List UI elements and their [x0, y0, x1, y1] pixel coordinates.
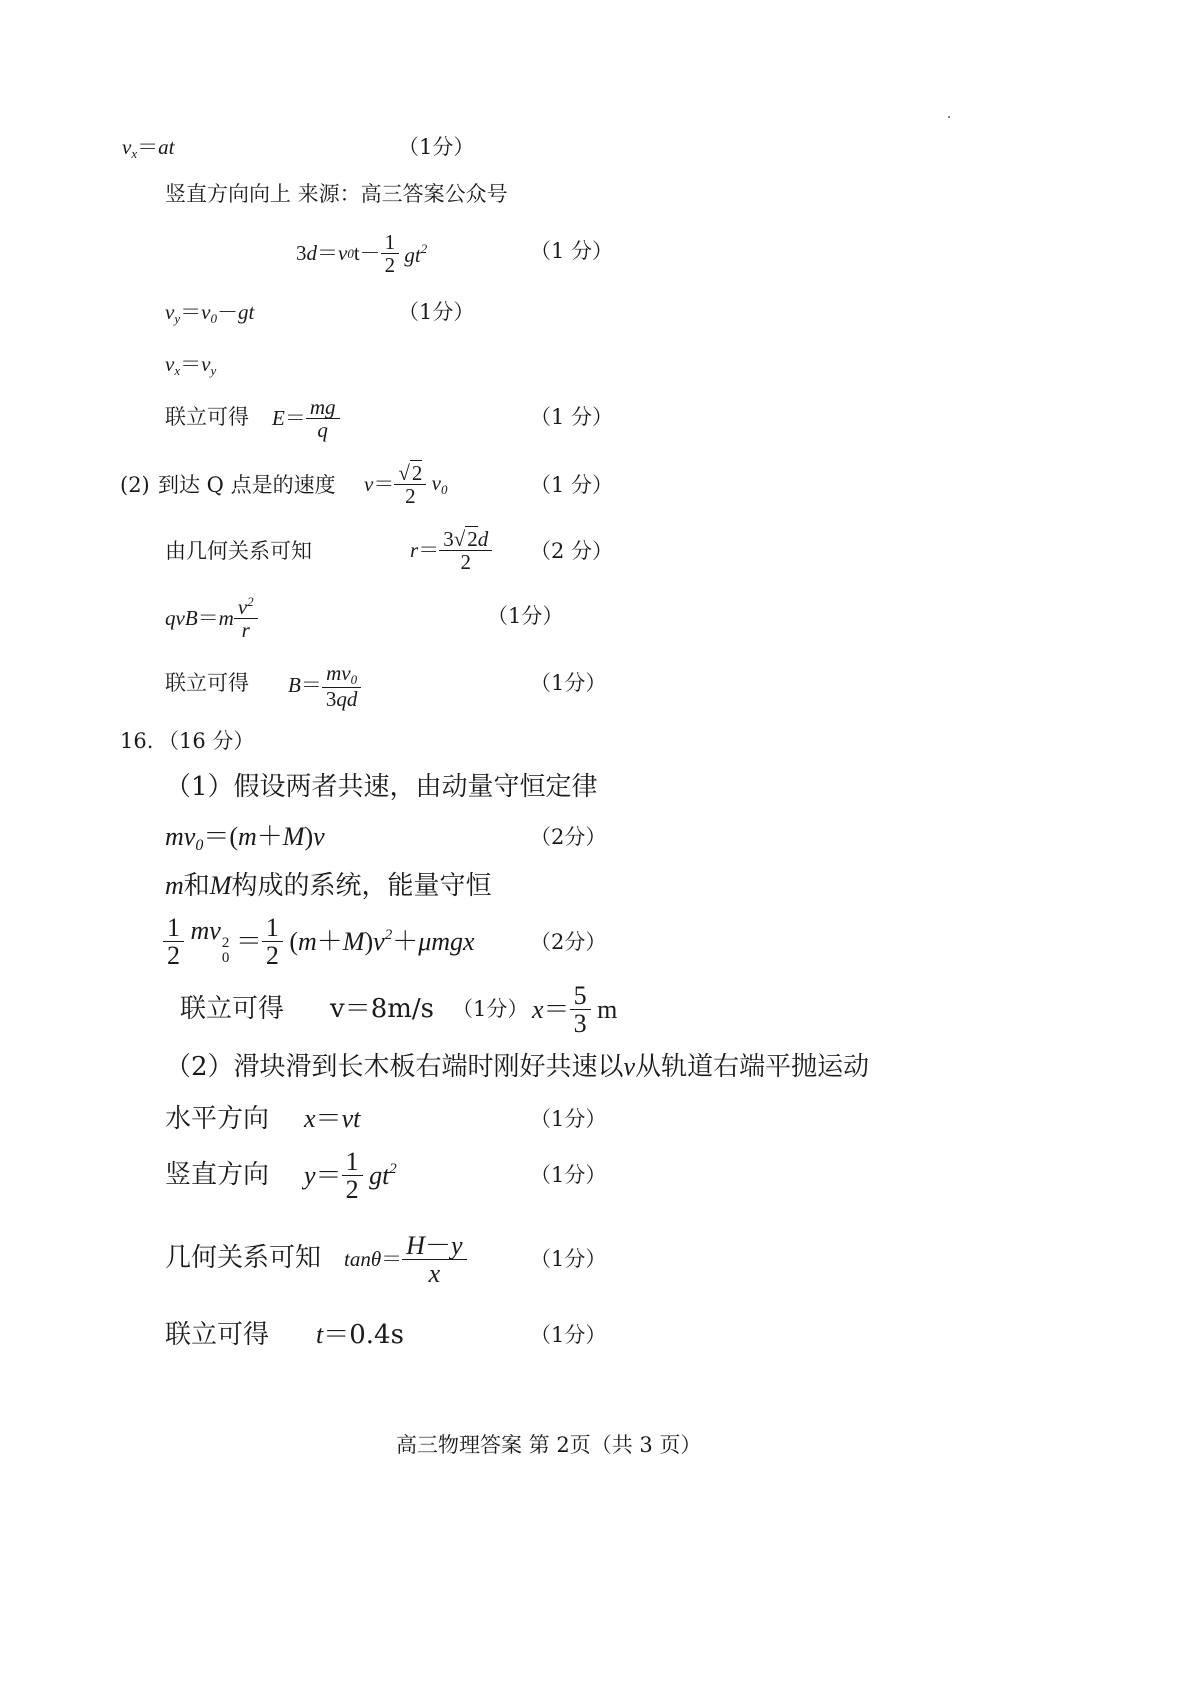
symbol-m: m — [165, 871, 184, 900]
score-7: （1 分） — [530, 473, 614, 497]
eq-v-8: v＝8m/s — [330, 994, 434, 1024]
text-combine-4: 联立可得 — [165, 1320, 270, 1350]
text-projectile-a: （2）滑块滑到长木板右端时刚好共速以 — [165, 1052, 624, 1082]
symbol-v: v — [623, 1052, 636, 1081]
score-10: （1分） — [530, 671, 607, 695]
text-vertical: 竖直方向 — [165, 1160, 270, 1190]
unit-m: m — [597, 994, 618, 1024]
eq-v-q: v ＝ $\frac{√2}{2}$ $v_0$ — [364, 461, 448, 509]
eq-x: x ＝ $\frac{5}{3}$ m — [532, 981, 618, 1039]
text-energy-rest: 构成的系统，能量守恒 — [231, 871, 492, 901]
eq-vx-at: $v_x=at$ — [122, 135, 175, 161]
eq-y: y ＝ $\frac{1}{2}$ $gt^2$ — [304, 1147, 397, 1205]
score-8: （2 分） — [530, 539, 614, 563]
score-15: （2分） — [530, 930, 607, 954]
text-combine-2: 联立可得 — [165, 671, 249, 695]
text-projectile-b: 从轨道右端平抛运动 — [635, 1052, 870, 1082]
text-energy — [165, 873, 491, 899]
page-footer: 高三物理答案 第 2页（共 3 页） — [396, 1433, 702, 1457]
score-20: （1分） — [530, 1247, 607, 1271]
symbol-M: M — [209, 871, 232, 900]
eq-x-vt: x＝vt — [304, 1104, 361, 1133]
score-4: （1分） — [398, 300, 475, 324]
eq-r: r ＝ $\frac{3√2d}{2}$ — [410, 528, 492, 573]
eq-momentum: $mv_0=(m+M)v$ — [165, 822, 325, 854]
score-1: （1分） — [398, 135, 475, 159]
text-speed-at-q: 到达 Q 点是的速度 — [158, 473, 336, 497]
eq-t: t＝0.4s — [316, 1320, 404, 1350]
question-score-16: （16 分） — [158, 729, 255, 753]
question-number-16: 16. — [120, 729, 154, 753]
text-vertical-up: 竖直方向向上 来源：高三答案公众号 — [165, 182, 508, 206]
eq-tan: tan θ ＝ $\frac{H-y}{x}$ — [344, 1232, 467, 1288]
score-13: （2分） — [530, 825, 607, 849]
text-horizontal: 水平方向 — [165, 1104, 270, 1134]
score-18: （1分） — [530, 1107, 607, 1131]
scan-dot — [948, 116, 950, 118]
text-geometry-2: 几何关系可知 — [165, 1243, 322, 1273]
text-geometry-1: 由几何关系可知 — [165, 539, 312, 563]
text-combine-1: 联立可得 — [165, 405, 249, 429]
score-16: （1分） — [452, 997, 529, 1021]
score-21: （1分） — [530, 1323, 607, 1347]
fraction-half: $\frac{1}{2}$ — [383, 231, 398, 276]
score-3: （1 分） — [530, 239, 614, 263]
sub-question-2: (2) — [120, 473, 150, 497]
text-combine-3: 联立可得 — [180, 994, 285, 1024]
text-projectile — [165, 1054, 869, 1080]
text-and: 和 — [183, 871, 210, 901]
score-19: （1分） — [530, 1163, 607, 1187]
eq-B: B ＝ $\frac{mv_0}{3qd}$ — [288, 662, 361, 710]
score-9: （1分） — [487, 604, 564, 628]
score-6: （1 分） — [530, 405, 614, 429]
eq-vx-vy: $v_x=v_y$ — [165, 352, 217, 378]
text-momentum: （1）假设两者共速，由动量守恒定律 — [165, 772, 598, 802]
eq-3d: 3 d ＝ v 0 t－ $\frac{1}{2}$ $gt^2$ — [296, 230, 428, 278]
eq-energy: $\frac{1}{2}$ mv 2 0 ＝ $\frac{1}{2}$ $(m+M)v^2+\mu mgx$ — [163, 914, 475, 970]
eq-vy: $v_y=v_0-gt$ — [165, 300, 255, 326]
eq-qvb: qvB ＝ m $\frac{v^2}{r}$ — [165, 595, 258, 641]
eq-E: E ＝ $\frac{mg}{q}$ — [272, 396, 340, 441]
